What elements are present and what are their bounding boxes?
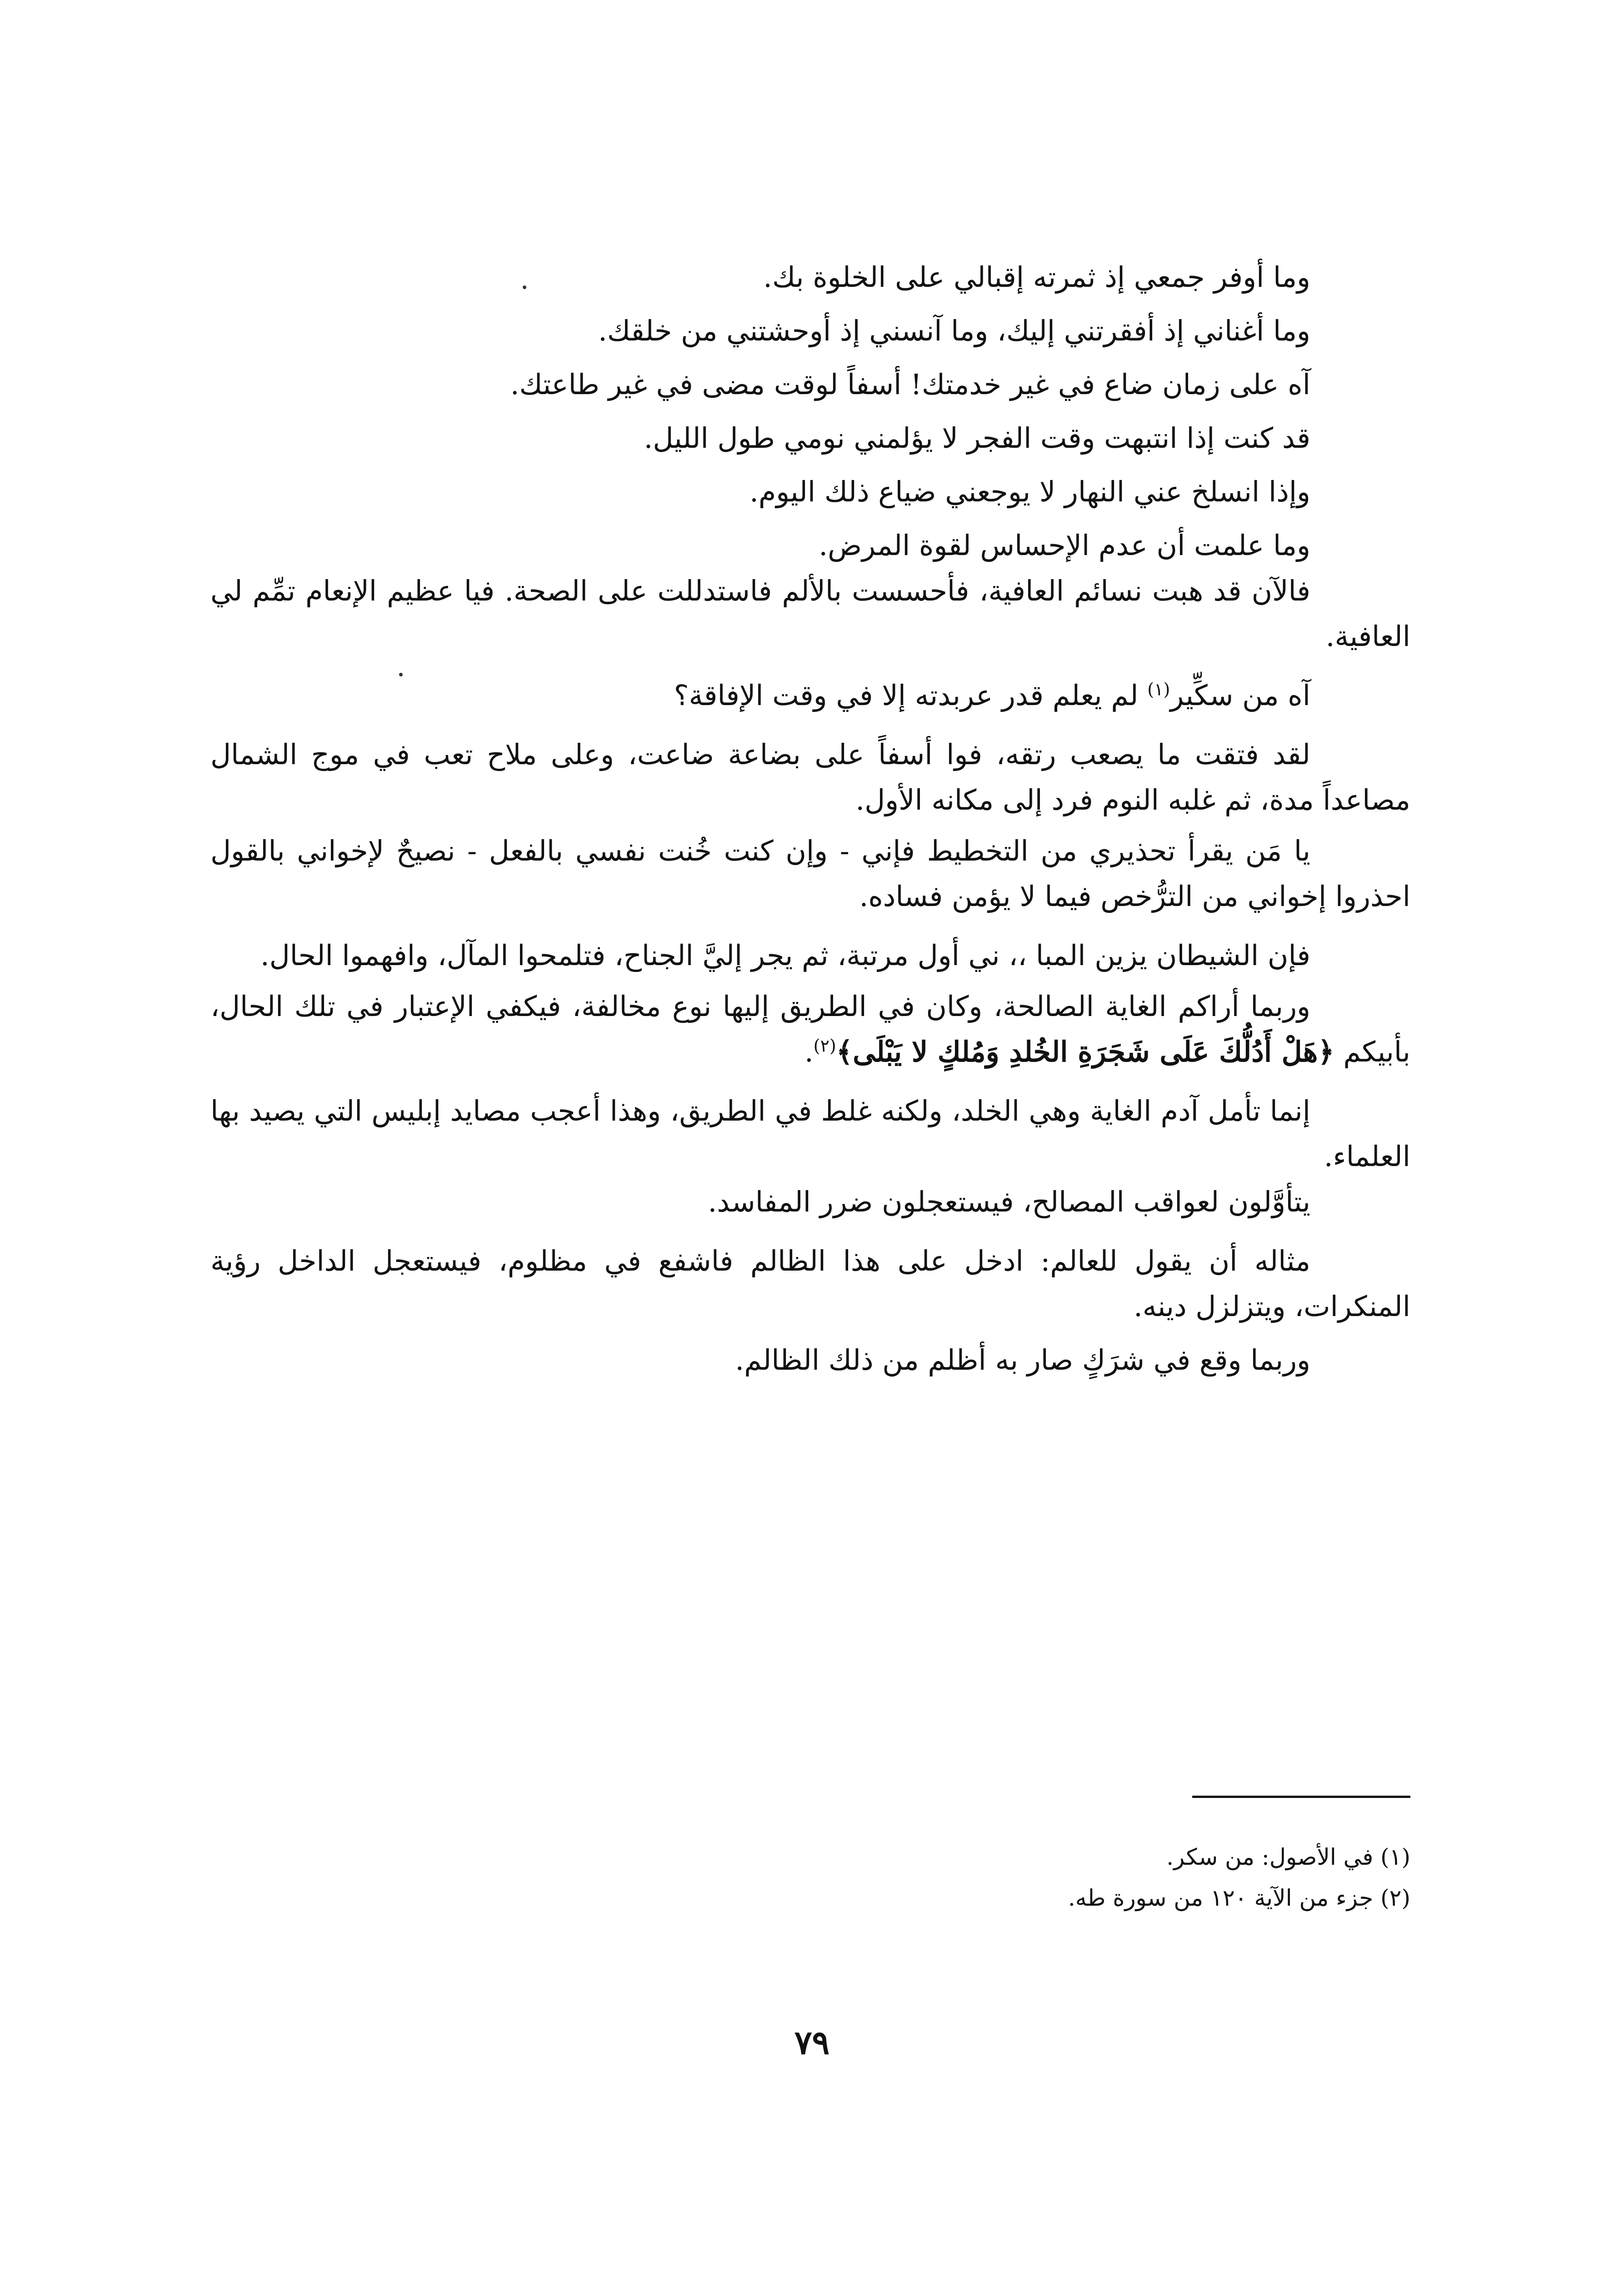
page-number: ٧٩: [794, 2023, 830, 2062]
quran-verse: ﴿هَلْ أَدُلُّكَ عَلَى شَجَرَةِ الخُلدِ وَمُلكٍ لا يَبْلَى﴾: [836, 1035, 1334, 1068]
paragraph-text: لم يعلم قدر عربدته إلا في وقت الإفاقة؟: [674, 679, 1139, 712]
paragraph-text: آه من سكِّير: [1170, 679, 1310, 712]
paragraph-text: .: [804, 1035, 814, 1068]
paragraph: يا مَن يقرأ تحذيري من التخطيط فإني - وإن كنت خُنت نفسي بالفعل - نصيحٌ لإخواني بالقول احذروا إخواني من الترُّخص فيما لا يؤمن فساده.: [210, 834, 1410, 913]
paragraph: فالآن قد هبت نسائم العافية، فأحسست بالألم فاستدللت على الصحة. فيا عظيم الإنعام تمِّم لي العافية.: [210, 574, 1410, 653]
footnote: (٢) جزء من الآية ١٢٠ من سورة طه.: [1068, 1885, 1410, 1911]
paragraph: مثاله أن يقول للعالم: ادخل على هذا الظالم فاشفع في مظلوم، فيستعجل الداخل رؤية المنكرات، ويتزلزل دينه.: [210, 1244, 1410, 1323]
paragraph: وربما وقع في شرَكٍ صار به أظلم من ذلك الظالم.: [735, 1343, 1310, 1377]
paragraph: فإن الشيطان يزين المبا ،، ني أول مرتبة، ثم يجر إليَّ الجناح، فتلمحوا المآل، وافهموا الحال.: [260, 939, 1310, 972]
paragraph: قد كنت إذا انتبهت وقت الفجر لا يؤلمني نومي طول الليل.: [644, 421, 1310, 455]
paragraph: إنما تأمل آدم الغاية وهي الخلد، ولكنه غلط في الطريق، وهذا أعجب مصايد إبليس التي يصيد بها العلماء.: [210, 1094, 1410, 1173]
footnote-divider: [1192, 1796, 1410, 1798]
paragraph-text: وربما أراكم الغاية الصالحة، وكان في الطريق إليها نوع مخالفة، فيكفي الإعتبار في تلك الحال، بأبيكم: [210, 990, 1410, 1068]
paragraph: آه على زمان ضاع في غير خدمتك! أسفاً لوقت مضى في غير طاعتك.: [510, 368, 1310, 401]
paragraph: يتأوَّلون لعواقب المصالح، فيستعجلون ضرر المفاسد.: [708, 1185, 1310, 1218]
paragraph: لقد فتقت ما يصعب رتقه، فوا أسفاً على بضاعة ضاعت، وعلى ملاح تعب في موج الشمال مصاعداً مدة، ثم غلبه النوم فرد إلى مكانه الأول.: [210, 738, 1410, 816]
paragraph: وما علمت أن عدم الإحساس لقوة المرض.: [819, 529, 1310, 562]
paragraph: وإذا انسلخ عني النهار لا يوجعني ضياع ذلك اليوم.: [750, 475, 1310, 508]
footnotes: [210, 1837, 1410, 1918]
paragraph: [210, 984, 1410, 1075]
footnote-reference: (١): [1147, 679, 1170, 700]
footnote: (١) في الأصول: من سكر.: [1166, 1844, 1410, 1870]
paragraph: وما أغناني إذ أفقرتني إليك، وما آنسني إذ أوحشتني من خلقك.: [598, 314, 1310, 347]
paragraph: وما أوفر جمعي إذ ثمرته إقبالي على الخلوة بك.: [763, 260, 1310, 294]
body-text: [210, 255, 1410, 1383]
footnote-reference: (٢): [813, 1036, 836, 1056]
paragraph: [210, 673, 1410, 718]
